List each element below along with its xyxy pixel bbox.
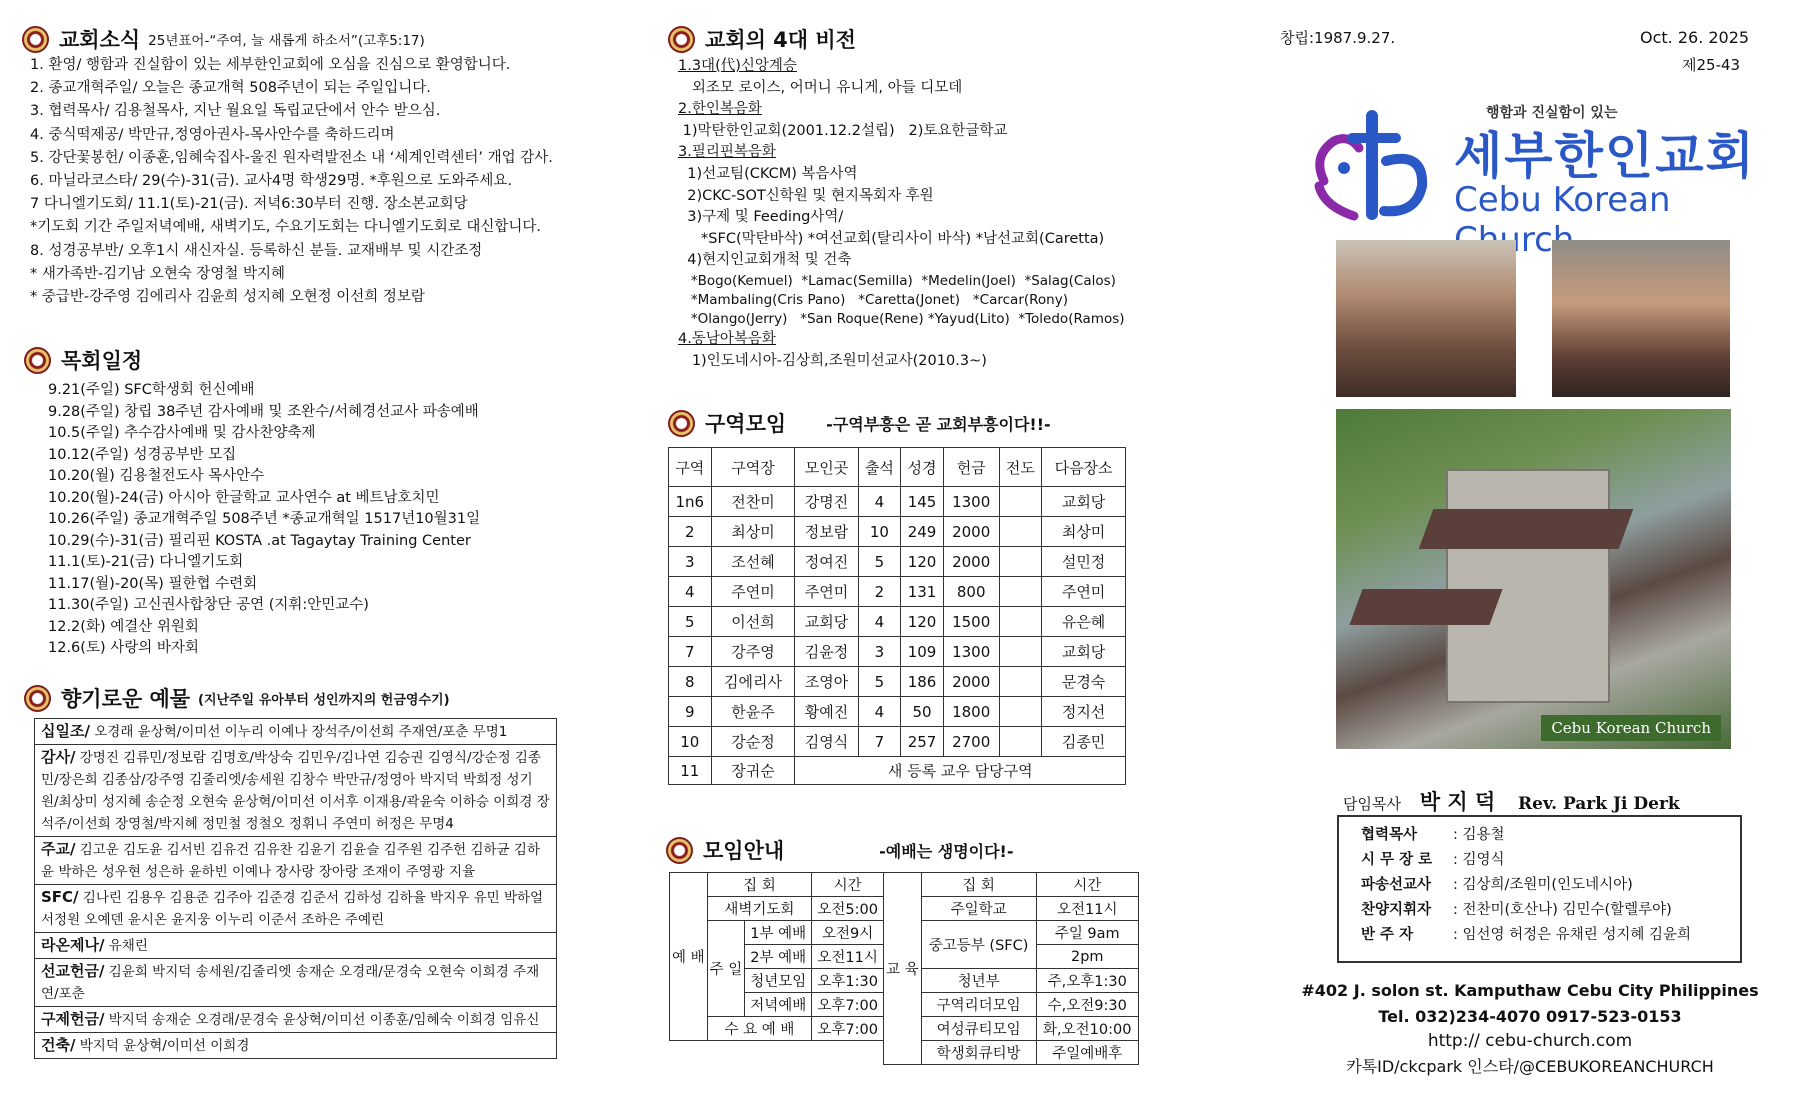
news-item: 2. 종교개혁주일/ 오늘은 종교개혁 508주년이 되는 주일입니다. xyxy=(30,80,431,97)
offering-names: 유채린 xyxy=(104,938,148,954)
district-cell: 186 xyxy=(901,667,944,697)
vision-list xyxy=(678,56,1125,372)
district-cell: 최상미 xyxy=(711,517,795,547)
district-header-cell: 모인곳 xyxy=(795,448,858,487)
meeting-name: 새벽기도회 xyxy=(707,897,812,921)
meeting-time: 오전9시 xyxy=(812,921,884,945)
district-cell: 131 xyxy=(901,577,944,607)
schedule-item: 10.29(수)-31(금) 필리핀 KOSTA .at Tagaytay Training Center xyxy=(48,532,471,549)
church-building-photo xyxy=(1336,409,1731,749)
district-cell: 50 xyxy=(901,697,944,727)
meeting-time: 화,오전10:00 xyxy=(1036,1017,1139,1041)
meeting-name: 1부 예배 xyxy=(745,921,812,945)
district-cell xyxy=(999,607,1042,637)
meeting-time: 오후7:00 xyxy=(812,1017,884,1041)
district-cell: 황예진 xyxy=(795,697,858,727)
district-cell: 1500 xyxy=(943,607,999,637)
offering-label: 구제헌금/ xyxy=(41,1010,105,1028)
staff-row xyxy=(1361,848,1740,873)
news-item: 6. 마닐라코스타/ 29(수)-31(금). 교사4명 학생29명. *후원으로 도와주세요. xyxy=(30,173,513,190)
meeting-name: 중고등부 (SFC) xyxy=(921,921,1036,969)
vision-line: *Mambaling(Cris Pano) *Caretta(Jonet) *Carcar(Rony) xyxy=(678,291,1068,308)
schedule-item: 11.1(토)-21(금) 다니엘기도회 xyxy=(48,554,244,570)
offering-row xyxy=(35,837,557,885)
meeting-name: 저녁예배 xyxy=(745,993,812,1017)
church-sns: 카톡ID/ckcpark 인스타/@CEBUKOREANCHURCH xyxy=(1346,1057,1714,1076)
news-item: 1. 환영/ 행함과 진실함이 있는 세부한인교회에 오심을 진심으로 환영합니다. xyxy=(30,57,511,73)
district-cell: 2 xyxy=(858,577,901,607)
offering-row xyxy=(35,719,557,745)
worship-photo-2 xyxy=(1552,240,1730,397)
district-cell: 이선희 xyxy=(711,607,795,637)
district-title: 구역모임 xyxy=(705,412,787,436)
schedule-item: 9.21(주일) SFC학생회 헌신예배 xyxy=(48,382,255,398)
vision-header xyxy=(668,24,856,54)
district-cell xyxy=(999,577,1042,607)
district-header-cell: 구역장 xyxy=(711,448,795,487)
vision-line: 4)현지인교회개척 및 건축 xyxy=(678,252,852,269)
logo-tagline: 행함과 진실함이 있는 xyxy=(1486,105,1618,121)
news-item: 8. 성경공부반/ 오후1시 새신자실. 등록하신 분들. 교재배부 및 시간조정 xyxy=(30,242,483,259)
staff-row xyxy=(1361,823,1740,848)
offering-subtitle: (지난주일 유아부터 성인까지의 헌금영수기) xyxy=(198,692,450,708)
district-cell: 교회당 xyxy=(1042,487,1126,517)
meeting-time: 수,오전9:30 xyxy=(1036,993,1139,1017)
bulletin-date: Oct. 26. 2025 xyxy=(1640,28,1750,47)
meeting-time: 오전11시 xyxy=(1036,897,1139,921)
schedule-title: 목회일정 xyxy=(61,349,143,373)
district-cell: 1800 xyxy=(943,697,999,727)
district-cell: 8 xyxy=(669,667,712,697)
news-item: 3. 협력목사/ 김용철목사, 지난 월요일 독립교단에서 안수 받으심. xyxy=(30,103,441,120)
district-cell xyxy=(999,637,1042,667)
district-header xyxy=(668,408,1051,438)
church-website: http:// cebu-church.com xyxy=(1427,1031,1633,1051)
district-cell: 249 xyxy=(901,517,944,547)
offering-header xyxy=(24,683,450,713)
offering-label: 건축/ xyxy=(41,1036,76,1054)
meeting-time: 오후1:30 xyxy=(812,969,884,993)
offering-row xyxy=(35,745,557,837)
district-cell: 전찬미 xyxy=(711,487,795,517)
church-phone: Tel. 032)234-4070 0917-523-0153 xyxy=(1378,1007,1682,1026)
district-cell: 1n6 xyxy=(669,487,712,517)
district-cell: 강순정 xyxy=(711,727,795,757)
offering-names: 김고운 김도윤 김서빈 김유건 김유찬 김윤기 김윤슬 김주원 김주헌 김하균 김하윤 박하은 성우현 성은하 윤하빈 이예나 장사랑 장아랑 조재이 주영광 지율 xyxy=(41,842,540,880)
pastor-label: 담임목사 xyxy=(1343,795,1401,813)
district-cell: 10 xyxy=(669,727,712,757)
schedule-item: 10.26(주일) 종교개혁주일 508주년 *종교개혁일 1517년10월31일 xyxy=(48,511,481,527)
vision-line: 1)선교팀(CKCM) 복음사역 xyxy=(678,165,858,182)
meetings-slogan: -예배는 생명이다!- xyxy=(879,841,1014,861)
district-cell: 257 xyxy=(901,727,944,757)
schedule-list xyxy=(48,380,480,660)
district-header-cell: 성경 xyxy=(901,448,944,487)
district-note: 새 등록 교우 담당구역 xyxy=(795,757,1126,785)
news-list xyxy=(30,54,553,309)
offering-names: 강명진 김류민/정보람 김명호/박상숙 김민우/김나연 김승권 김영식/강순정 김종민/장은희 김종삼/강주영 김줄리엣/송세원 김창수 박만규/정영아 박지덕 박희정 성기원/최상미 성지혜 송순정 오현숙 윤상혁/이미선 이서후 이재용/곽윤숙 이하승 이희경 장석주/이선희 장영철/박지혜 정민철 정철오 정휘니 주연미 허정은 무명4 xyxy=(41,750,550,832)
district-slogan: -구역부흥은 곧 교회부흥이다!!- xyxy=(826,414,1051,434)
offering-table xyxy=(34,718,557,1059)
district-cell: 5 xyxy=(858,667,901,697)
worship-photo-1 xyxy=(1336,240,1516,397)
district-cell: 5 xyxy=(669,607,712,637)
news-header xyxy=(22,24,425,54)
district-cell: 11 xyxy=(669,757,712,785)
meeting-name: 학생회큐티방 xyxy=(921,1041,1036,1065)
district-cell: 7 xyxy=(669,637,712,667)
district-cell: 2700 xyxy=(943,727,999,757)
district-header-cell: 헌금 xyxy=(943,448,999,487)
offering-row xyxy=(35,1007,557,1033)
district-cell: 교회당 xyxy=(795,607,858,637)
district-cell: 2000 xyxy=(943,547,999,577)
church-logo-icon xyxy=(1304,106,1454,226)
schedule-item: 11.17(월)-20(목) 필한협 수련회 xyxy=(48,575,258,592)
education-label: 교 육 xyxy=(884,873,922,1065)
vision-line: 2.한인복음화 xyxy=(678,101,762,118)
district-cell: 9 xyxy=(669,697,712,727)
staff-role: 협력목사 xyxy=(1361,827,1418,843)
district-cell: 5 xyxy=(858,547,901,577)
vision-title: 교회의 4대 비전 xyxy=(705,28,856,52)
staff-value: : 임선영 허정은 유채린 성지혜 김윤희 xyxy=(1453,927,1692,943)
district-cell: 145 xyxy=(901,487,944,517)
district-header-cell: 출석 xyxy=(858,448,901,487)
district-cell: 2 xyxy=(669,517,712,547)
district-cell: 4 xyxy=(669,577,712,607)
district-cell: 김영식 xyxy=(795,727,858,757)
founded-date: 창립:1987.9.27. xyxy=(1280,29,1396,47)
meeting-time: 2pm xyxy=(1036,945,1139,969)
church-emblem-icon xyxy=(668,26,695,53)
meetings-table xyxy=(669,872,1139,1065)
district-cell: 김에리사 xyxy=(711,667,795,697)
pastor-name-english: Rev. Park Ji Derk xyxy=(1518,794,1680,814)
offering-row xyxy=(35,959,557,1007)
district-cell: 109 xyxy=(901,637,944,667)
staff-value: : 전찬미(호산나) 김민수(할렐루야) xyxy=(1453,902,1672,918)
district-cell: 장귀순 xyxy=(711,757,795,785)
staff-value: : 김영식 xyxy=(1453,852,1505,868)
vision-line: 3)구제 및 Feeding사역/ xyxy=(678,209,844,226)
church-logo xyxy=(1304,100,1784,230)
staff-row xyxy=(1361,873,1740,898)
meeting-time: 주,오후1:30 xyxy=(1036,969,1139,993)
district-cell: 설민정 xyxy=(1042,547,1126,577)
logo-name-korean: 세부한인교회 xyxy=(1454,127,1756,185)
offering-label: SFC/ xyxy=(41,888,79,906)
schedule-item: 10.20(월) 김용철전도사 목사안수 xyxy=(48,468,265,484)
district-cell: 120 xyxy=(901,607,944,637)
district-table xyxy=(668,447,1126,785)
offering-names: 박지덕 송재순 오경래/문경숙 윤상혁/이미선 이종훈/임혜숙 이희경 임유신 xyxy=(104,1012,540,1028)
meeting-name: 구역리더모임 xyxy=(921,993,1036,1017)
vision-line: 1)막탄한인교회(2001.12.2설립) 2)토요한글학교 xyxy=(678,122,1008,139)
news-item: *기도회 기간 주일저녁예배, 새벽기도, 수요기도회는 다니엘기도회로 대신합니다. xyxy=(30,219,541,236)
staff-value: : 김용철 xyxy=(1453,827,1505,843)
church-address: #402 J. solon st. Kamputhaw Cebu City Philippines xyxy=(1301,981,1759,1000)
district-header-cell: 다음장소 xyxy=(1042,448,1126,487)
district-cell: 800 xyxy=(943,577,999,607)
offering-label: 십일조/ xyxy=(41,722,90,740)
district-cell: 김윤정 xyxy=(795,637,858,667)
district-cell: 7 xyxy=(858,727,901,757)
vision-line: 4.동남아복음화 xyxy=(678,330,776,347)
news-item: 7 다니엘기도회/ 11.1(토)-21(금). 저녁6:30부터 진행. 장소본교회당 xyxy=(30,196,468,213)
district-cell: 주연미 xyxy=(711,577,795,607)
meeting-name: 수 요 예 배 xyxy=(707,1017,812,1041)
news-motto: 25년표어-“주여, 늘 새롭게 하소서”(고후5:17) xyxy=(148,33,425,49)
staff-role: 반 주 자 xyxy=(1361,927,1414,943)
schedule-item: 12.2(화) 예결산 위원회 xyxy=(48,618,199,635)
news-item: * 중급반-강주영 김에리사 김윤희 성지혜 오현정 이선희 정보람 xyxy=(30,289,425,306)
district-cell: 2000 xyxy=(943,667,999,697)
issue-number: 제25-43 xyxy=(1682,56,1741,74)
staff-box xyxy=(1337,815,1742,963)
sunday-label: 주 일 xyxy=(707,921,745,1017)
church-emblem-icon xyxy=(22,26,49,53)
offering-names: 박지덕 윤상혁/이미선 이희경 xyxy=(75,1038,250,1054)
meeting-name: 주일학교 xyxy=(921,897,1036,921)
schedule-item: 10.5(주일) 추수감사예배 및 감사찬양축제 xyxy=(48,425,316,441)
district-cell xyxy=(999,667,1042,697)
district-cell: 강주영 xyxy=(711,637,795,667)
offering-title: 향기로운 예물 xyxy=(61,687,191,711)
meetings-head-meeting: 집 회 xyxy=(921,873,1036,897)
staff-row xyxy=(1361,898,1740,923)
vision-line: 외조모 로이스, 어머니 유니게, 아들 디모데 xyxy=(678,79,963,96)
photo-caption: Cebu Korean Church xyxy=(1541,715,1721,741)
meeting-name: 청년모임 xyxy=(745,969,812,993)
vision-line: *SFC(막탄바삭) *여선교회(탈리사이 바삭) *남선교회(Caretta) xyxy=(678,230,1105,247)
church-emblem-icon xyxy=(668,410,695,437)
district-cell: 4 xyxy=(858,487,901,517)
meetings-head-time: 시간 xyxy=(812,873,884,897)
church-emblem-icon xyxy=(24,685,51,712)
district-cell: 120 xyxy=(901,547,944,577)
offering-label: 감사/ xyxy=(41,748,76,766)
meeting-name: 2부 예배 xyxy=(745,945,812,969)
vision-line: 3.필리핀복음화 xyxy=(678,144,776,161)
district-cell: 4 xyxy=(858,607,901,637)
meetings-header xyxy=(666,835,1014,865)
district-cell: 최상미 xyxy=(1042,517,1126,547)
staff-value: : 김상희/조원미(인도네시아) xyxy=(1453,877,1633,893)
district-cell: 유은혜 xyxy=(1042,607,1126,637)
schedule-item: 10.20(월)-24(금) 아시아 한글학교 교사연수 at 베트남호치민 xyxy=(48,489,440,506)
schedule-header xyxy=(24,345,142,375)
district-cell xyxy=(999,547,1042,577)
district-cell: 정여진 xyxy=(795,547,858,577)
offering-label: 라온제나/ xyxy=(41,936,105,954)
staff-role: 파송선교사 xyxy=(1361,877,1432,893)
district-cell: 조선혜 xyxy=(711,547,795,577)
district-cell xyxy=(999,727,1042,757)
staff-role: 찬양지휘자 xyxy=(1361,902,1432,918)
district-cell: 김종민 xyxy=(1042,727,1126,757)
district-cell: 한윤주 xyxy=(711,697,795,727)
district-header-cell: 구역 xyxy=(669,448,712,487)
meeting-name: 여성큐티모임 xyxy=(921,1017,1036,1041)
vision-line: 1.3대(代)신앙계승 xyxy=(678,58,797,74)
news-item: 5. 강단꽃봉헌/ 이종훈,임혜숙집사-울진 원자력발전소 내 ‘세계인력센터’ 개업 감사. xyxy=(30,149,553,166)
district-cell: 3 xyxy=(858,637,901,667)
district-cell: 정지선 xyxy=(1042,697,1126,727)
meeting-time: 오전11시 xyxy=(812,945,884,969)
district-cell: 1300 xyxy=(943,637,999,667)
schedule-item: 10.12(주일) 성경공부반 모집 xyxy=(48,446,237,463)
district-cell: 3 xyxy=(669,547,712,577)
district-cell: 정보람 xyxy=(795,517,858,547)
meeting-time: 오전5:00 xyxy=(812,897,884,921)
offering-names: 김윤희 박지덕 송세원/김줄리엣 송재순 오경래/문경숙 오현숙 이희경 주재연/포춘 xyxy=(41,964,540,1002)
meetings-title: 모임안내 xyxy=(703,839,785,863)
vision-line: *Olango(Jerry) *San Roque(Rene) *Yayud(Lito) *Toledo(Ramos) xyxy=(678,310,1125,327)
meeting-time: 주일예배후 xyxy=(1036,1041,1139,1065)
district-cell: 주연미 xyxy=(1042,577,1126,607)
vision-line: 2)CKC-SOT신학원 및 현지목회자 후원 xyxy=(678,187,934,204)
vision-line: 1)인도네시아-김상희,조원미선교사(2010.3~) xyxy=(678,352,987,369)
district-cell: 강명진 xyxy=(795,487,858,517)
church-emblem-icon xyxy=(666,837,693,864)
staff-role: 시 무 장 로 xyxy=(1361,852,1433,868)
offering-label: 선교헌금/ xyxy=(41,962,105,980)
offering-names: 김나린 김용우 김용준 김주아 김준경 김준서 김하성 김하율 박지우 유민 박하얼 서정원 오예덴 윤시온 윤지웅 이누리 이준서 조하은 주예린 xyxy=(41,890,544,928)
offering-row xyxy=(35,1033,557,1059)
district-cell: 4 xyxy=(858,697,901,727)
pastor-name-korean: 박 지 덕 xyxy=(1419,790,1496,814)
district-cell: 주연미 xyxy=(795,577,858,607)
district-cell xyxy=(999,487,1042,517)
meeting-name: 청년부 xyxy=(921,969,1036,993)
meetings-head-time: 시간 xyxy=(1036,873,1139,897)
schedule-item: 12.6(토) 사랑의 바자회 xyxy=(48,640,199,656)
offering-row xyxy=(35,933,557,959)
pastor-line xyxy=(1343,786,1680,816)
meeting-time: 오후7:00 xyxy=(812,993,884,1017)
logo-name-english: Cebu Korean xyxy=(1454,180,1671,220)
news-item: 4. 중식떡제공/ 박만규,정영아권사-목사안수를 축하드리며 xyxy=(30,126,395,143)
district-cell: 교회당 xyxy=(1042,637,1126,667)
church-emblem-icon xyxy=(24,347,51,374)
district-cell xyxy=(999,517,1042,547)
district-cell: 10 xyxy=(858,517,901,547)
meeting-time: 주일 9am xyxy=(1036,921,1139,945)
offering-row xyxy=(35,885,557,933)
meetings-head-meeting: 집 회 xyxy=(707,873,812,897)
vision-line: *Bogo(Kemuel) *Lamac(Semilla) *Medelin(Joel) *Salag(Calos) xyxy=(678,272,1116,289)
district-cell: 1300 xyxy=(943,487,999,517)
news-title: 교회소식 xyxy=(59,28,141,52)
district-cell xyxy=(999,697,1042,727)
schedule-item: 9.28(주일) 창립 38주년 감사예배 및 조완수/서혜경선교사 파송예배 xyxy=(48,403,479,420)
district-cell: 2000 xyxy=(943,517,999,547)
worship-label: 예 배 xyxy=(670,873,708,1041)
contact-block xyxy=(1270,978,1790,1079)
offering-names: 오경래 윤상혁/이미선 이누리 이예나 장석주/이선희 주재연/포춘 무명1 xyxy=(89,724,508,740)
district-cell: 조영아 xyxy=(795,667,858,697)
news-item: * 새가족반-김기남 오현숙 장영철 박지혜 xyxy=(30,265,286,282)
offering-label: 주교/ xyxy=(41,840,76,858)
district-cell: 문경숙 xyxy=(1042,667,1126,697)
staff-row xyxy=(1361,923,1740,948)
schedule-item: 11.30(주일) 고신권사합창단 공연 (지휘:안민교수) xyxy=(48,597,369,613)
district-header-cell: 전도 xyxy=(999,448,1042,487)
